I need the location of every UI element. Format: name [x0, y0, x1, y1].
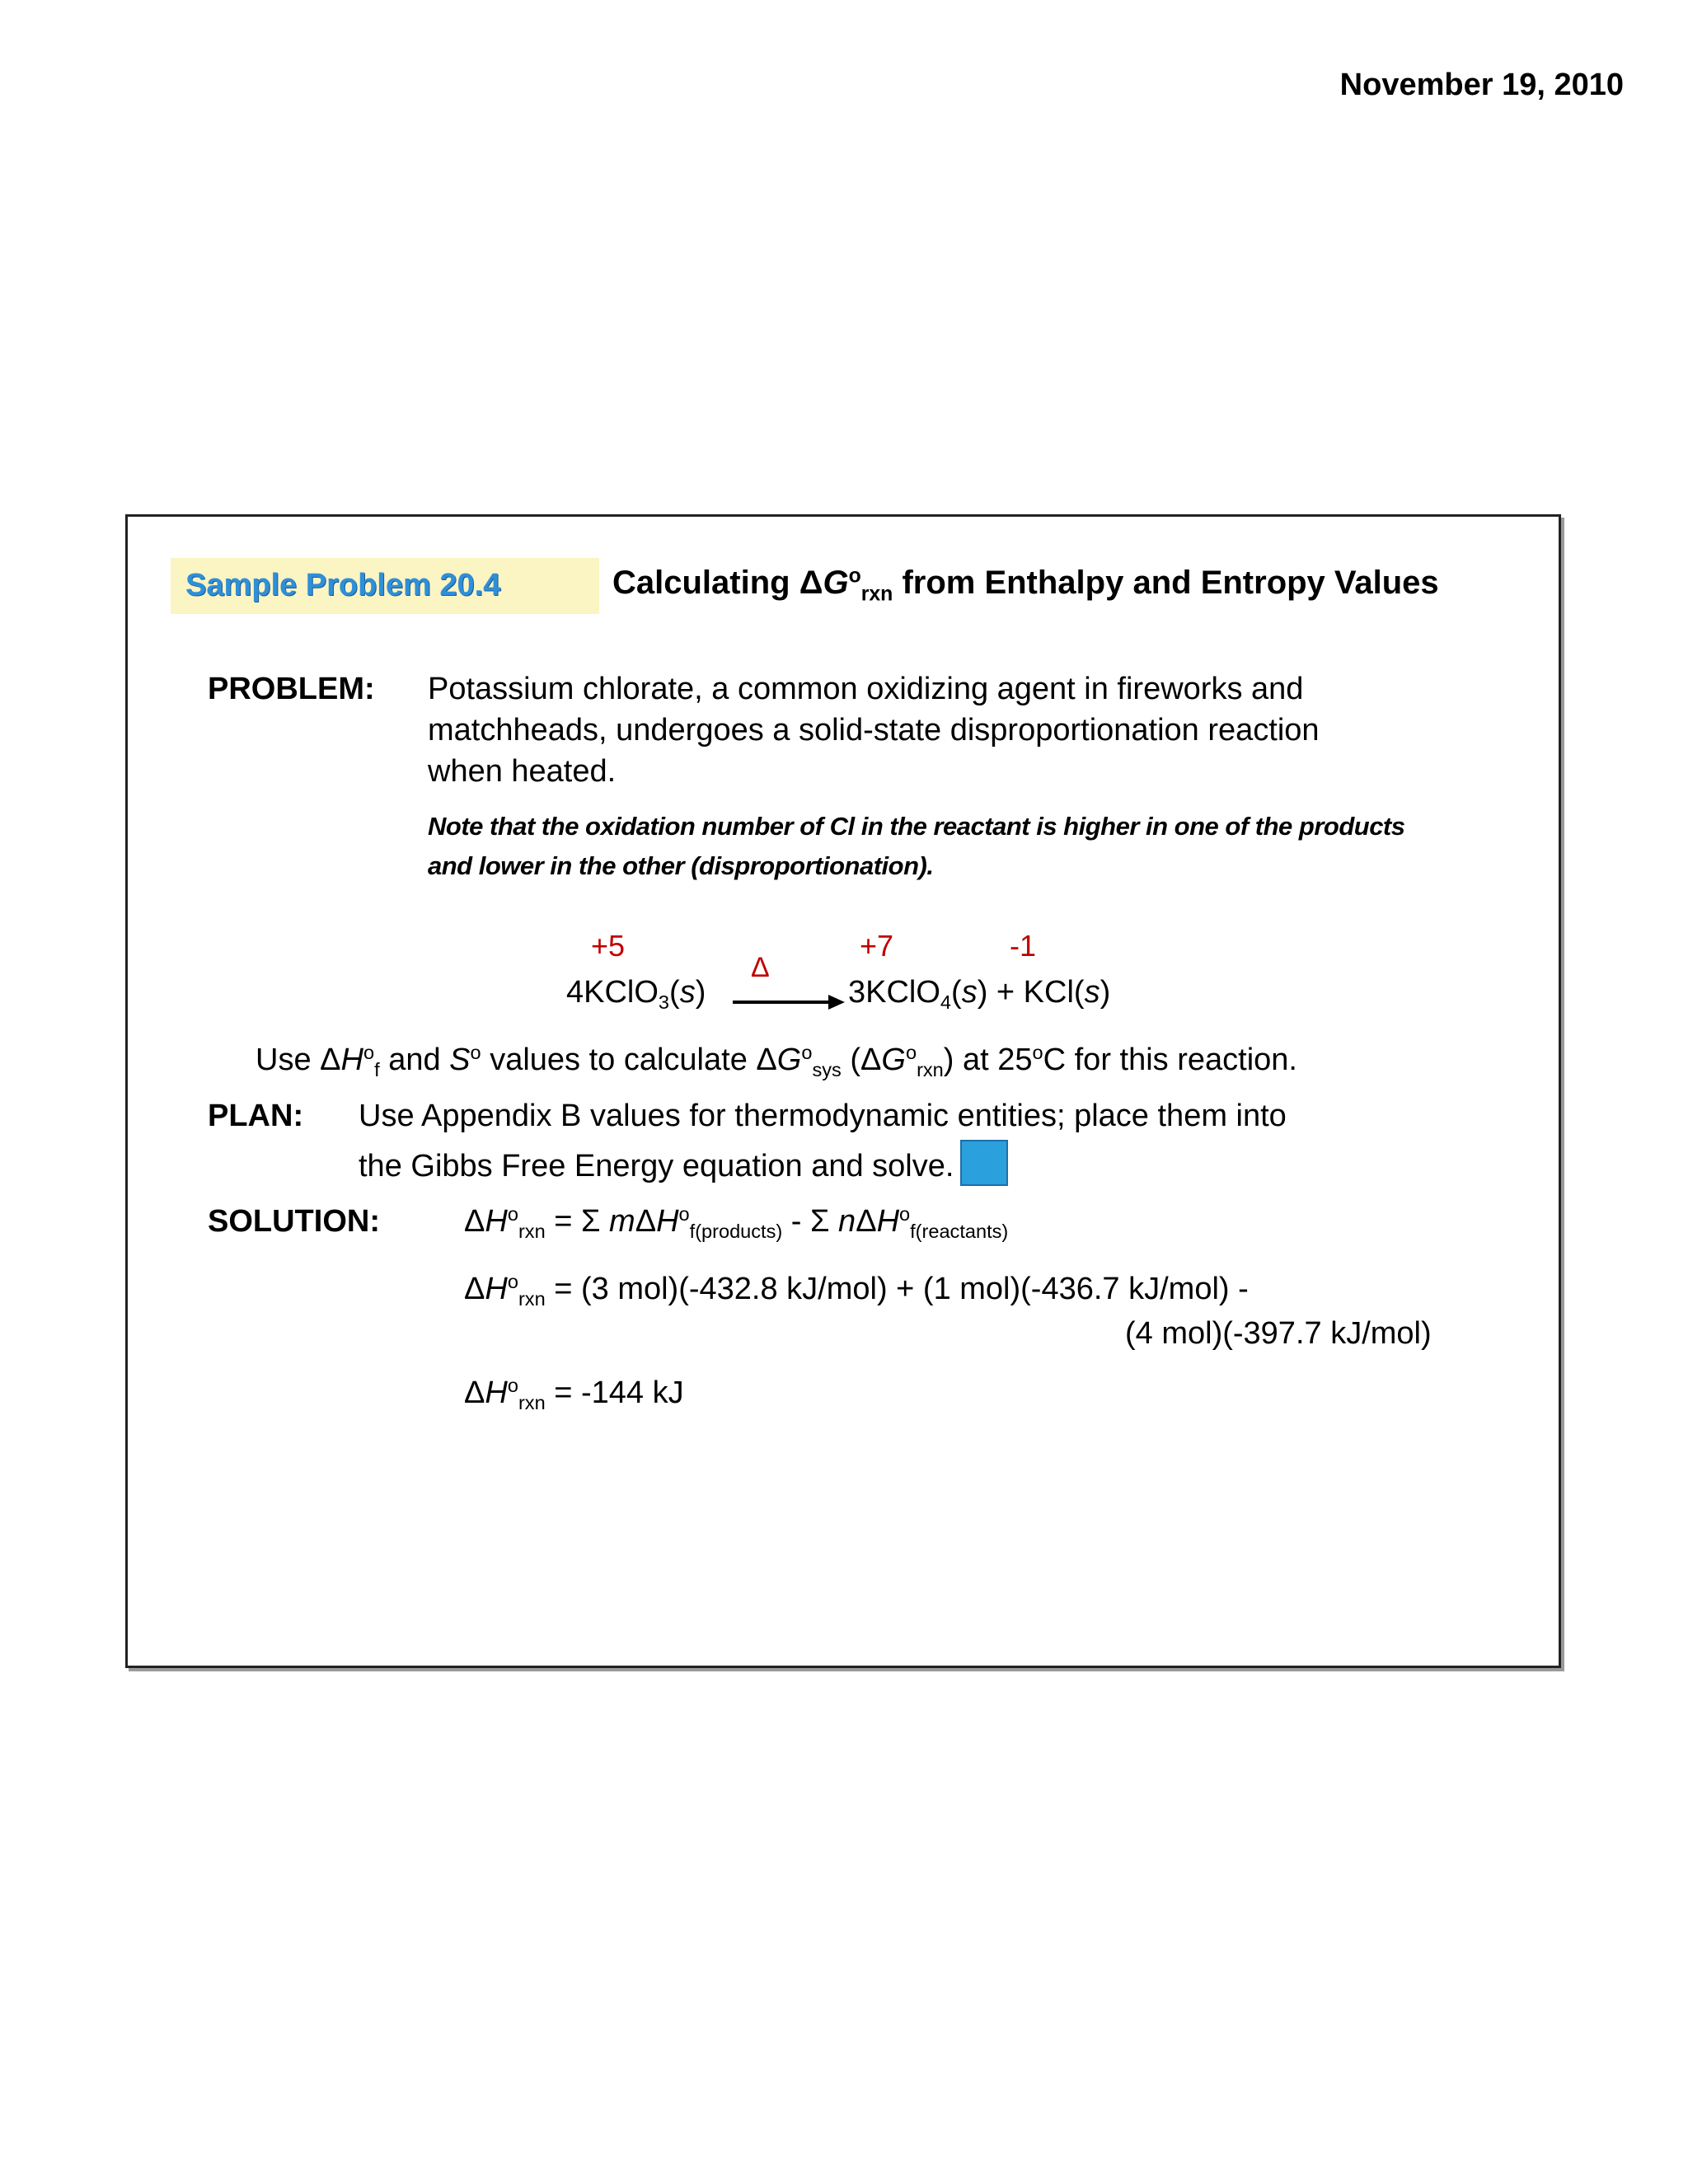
slide	[125, 514, 1561, 1668]
problem-label: PROBLEM:	[208, 672, 375, 706]
heat-symbol: Δ	[751, 952, 770, 983]
enthalpy-result: $\Delta H^o_{rxn} = -144$ kJ	[464, 1375, 684, 1414]
problem-line: when heated.	[428, 754, 617, 789]
solution-label: SOLUTION:	[208, 1204, 380, 1239]
plan-label: PLAN:	[208, 1099, 304, 1133]
ox-number-product2: -1	[1010, 929, 1037, 963]
reaction-arrow-icon	[731, 990, 846, 1015]
page-date: November 19, 2010	[1339, 68, 1624, 102]
ox-number-reactant: +5	[591, 929, 626, 963]
plan-line: the Gibbs Free Energy equation and solve.	[359, 1140, 1008, 1186]
problem-line: matchheads, undergoes a solid-state disproportionation reaction	[428, 713, 1320, 748]
task-line: Use $\Delta H^o_f$ and $S^o$ values to calculate $\Delta G^o_{sys}$ $(\Delta G^o_{rxn})$ at 25$^o$C for this reaction.	[256, 1042, 1297, 1081]
plan-line: Use Appendix B values for thermodynamic entities; place them into	[359, 1099, 1287, 1133]
enthalpy-equation: $\Delta H^o_{rxn} = \Sigma$ mΔH$^o_{f(products)}$ - Σ nΔH$^o_{f(reactants)}$	[464, 1203, 1009, 1243]
ox-number-product1: +7	[860, 929, 894, 963]
products-formula: 3KClO$_4$(s) + KCl(s)	[848, 975, 1111, 1014]
enthalpy-substitution-cont: (4 mol)(-397.7 kJ/mol)	[1125, 1316, 1432, 1351]
badge-label: Sample Problem 20.4	[185, 568, 501, 602]
sample-problem-badge	[171, 558, 599, 614]
problem-line: Potassium chlorate, a common oxidizing agent in fireworks and	[428, 672, 1304, 706]
enthalpy-substitution: $\Delta H^o_{rxn} = (3$ mol)(-432.8 kJ/mol) + (1 mol)(-436.7 kJ/mol) -	[464, 1271, 1249, 1310]
reactant-formula: 4KClO$_3$(s)	[566, 975, 706, 1014]
blue-square-icon[interactable]	[960, 1140, 1008, 1186]
note-line: Note that the oxidation number of Cl in the reactant is higher in one of the products	[428, 812, 1405, 841]
note-line: and lower in the other (disproportionation).	[428, 851, 934, 880]
slide-title: Calculating $\Delta G^o_{rxn}$ from Enthalpy and Entropy Values	[612, 565, 1439, 606]
